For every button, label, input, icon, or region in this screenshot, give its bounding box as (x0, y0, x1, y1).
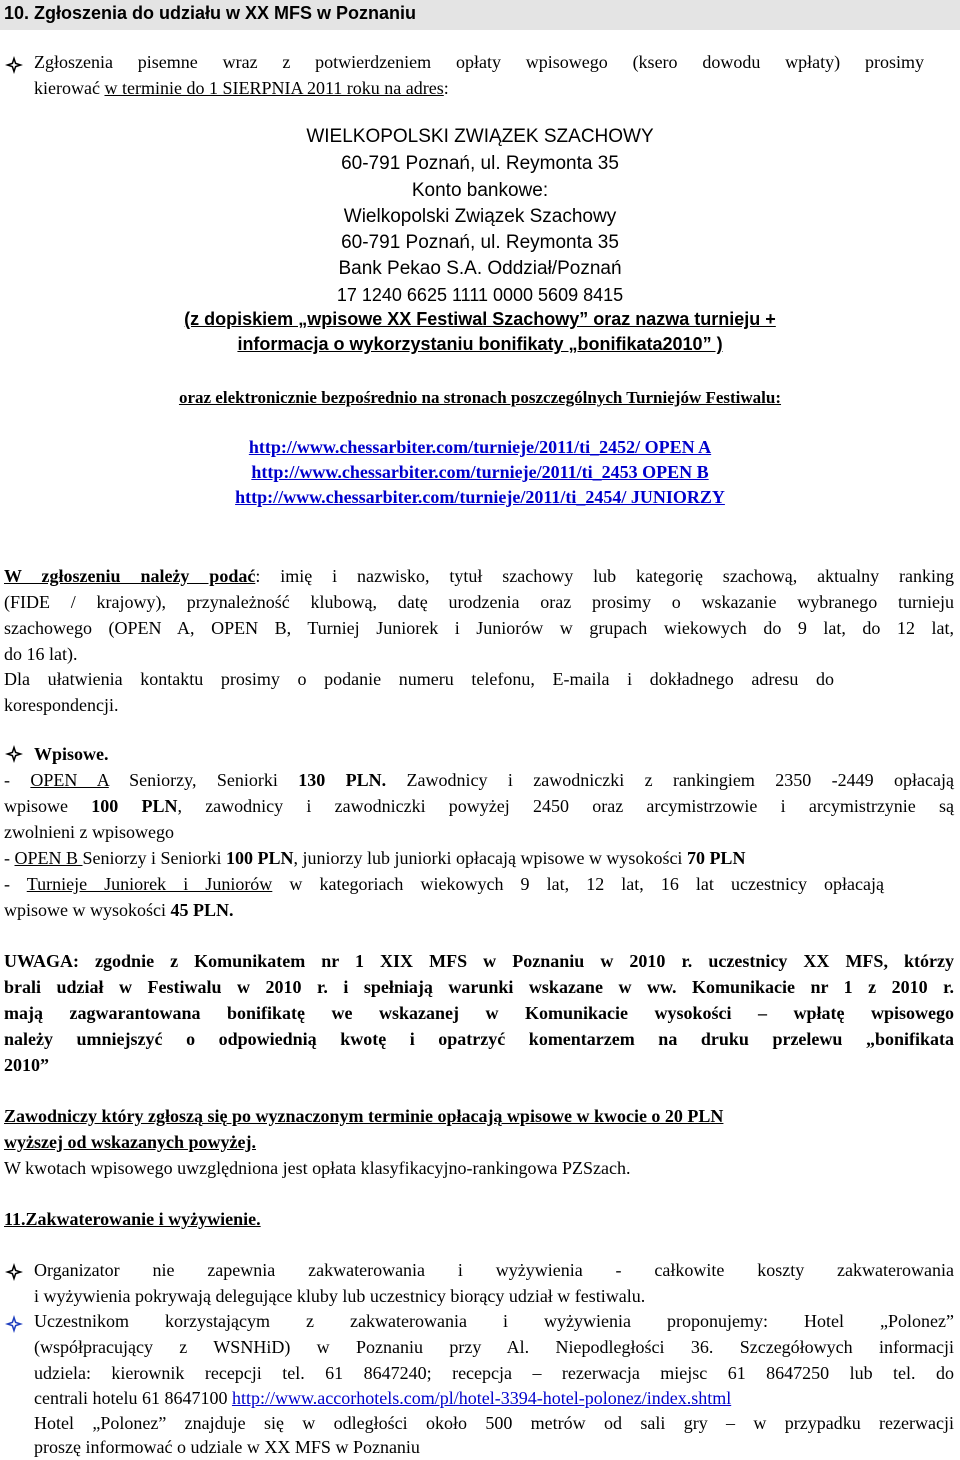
link-open-a[interactable]: http://www.chessarbiter.com/turnieje/2011/ti_2452/ OPEN A (248, 437, 712, 457)
accommodation-p2-line-6: proszę informować o udziale w XX MFS w Poznaniu (34, 1437, 420, 1457)
diamond-star-bullet-icon (4, 55, 24, 75)
intro-deadline: w terminie do 1 SIERPNIA 2011 roku na adres (104, 78, 444, 98)
diamond-star-bullet-icon (4, 1314, 24, 1334)
section-10-heading: 10. Zgłoszenia do udziału w XX MFS w Poznaniu (0, 0, 960, 30)
fee-text: wpisowe w wysokości (4, 900, 171, 920)
required-info-line-3: szachowego (OPEN A, OPEN B, Turniej Juniorek i Juniorów w grupach wiekowych do 9 lat, do 12 lat, (4, 618, 954, 638)
intro-colon: : (443, 78, 449, 98)
address-line-4: Wielkopolski Związek Szachowy (343, 206, 617, 227)
entry-fee-title: Wpisowe. (34, 744, 109, 764)
diamond-star-bullet-icon (4, 1262, 24, 1282)
fee-open-a-line-2 (4, 793, 954, 819)
open-b-label: OPEN B (14, 848, 83, 868)
fee-amount: 100 PLN (226, 848, 294, 868)
juniors-label: Turnieje Juniorek i Juniorów (26, 874, 273, 894)
fee-included-note: W kwotach wpisowego uwzględniona jest opłata klasyfikacyjno-rankingowa PZSzach. (4, 1158, 631, 1178)
dash: - (4, 848, 15, 868)
fee-amount: 45 PLN. (170, 900, 234, 920)
address-line-2: 60-791 Poznań, ul. Reymonta 35 (341, 153, 619, 174)
notice-line-3: mają zagwarantowana bonifikatę we wskazanej w Komunikacie wysokości – wpłatę wpisowego (4, 1003, 954, 1023)
fee-amount: 130 PLN. (298, 770, 387, 790)
accommodation-p2-line-5: Hotel „Polonez” znajduje się w odległości około 500 metrów od sali gry – w przypadku rezerwacji (34, 1413, 954, 1433)
fee-text: Seniorzy i Seniorki (82, 848, 226, 868)
intro-text-end: prosimy (865, 52, 925, 72)
transfer-note-line-2: informacja o wykorzystaniu bonifikaty „bonifikata2010” ) (237, 334, 723, 354)
notice-line-2: brali udział w Festiwalu w 2010 r. i spełniają warunki wskazane w ww. Komunikacie nr 1 z 2010 r. (4, 977, 954, 997)
address-line-5: 60-791 Poznań, ul. Reymonta 35 (341, 232, 619, 253)
fee-text: , juniorzy lub juniorki opłacają wpisowe w wysokości (293, 848, 687, 868)
fee-text: wpisowe (4, 796, 92, 816)
notice-line-5: 2010” (4, 1055, 49, 1075)
dash: - (4, 770, 31, 790)
late-fee-line-1: Zawodniczy który zgłoszą się po wyznaczonym terminie opłacają wpisowe w kwocie o 20 PLN (4, 1106, 724, 1126)
fee-text: Zawodnicy i zawodniczki z rankingiem 2350 -2449 opłacają (386, 770, 955, 790)
required-info-line-2: (FIDE / krajowy), przynależność klubową, datę urodzenia oraz prosimy o wskazanie wybranego turnieju (4, 592, 954, 612)
intro-line-1 (34, 49, 924, 75)
fee-text: Seniorzy, Seniorki (108, 770, 299, 790)
accommodation-p1-line-1: Organizator nie zapewnia zakwaterowania i wyżywienia - całkowite koszty zakwaterowania (34, 1260, 954, 1280)
notice-line-1: UWAGA: zgodnie z Komunikatem nr 1 XIX MFS w Poznaniu w 2010 r. uczestnicy XX MFS, którzy (4, 951, 954, 971)
notice-line-4: należy umniejszyć o odpowiednią kwotę i opatrzyć komentarzem na druku przelewu „bonifikata (4, 1029, 954, 1049)
accommodation-p2-line-2: (współpracujący z WSNHiD) w Poznaniu przy Al. Niepodległości 36. Szczegółowych informacji (34, 1337, 954, 1357)
diamond-star-bullet-icon (4, 744, 24, 764)
link-juniorzy[interactable]: http://www.chessarbiter.com/turnieje/2011/ti_2454/ JUNIORZY (235, 487, 725, 507)
accommodation-p1-line-2: i wyżywienia pokrywają delegujące kluby lub uczestnicy biorący udział w festiwalu. (34, 1286, 646, 1306)
fee-open-b-line (4, 845, 745, 871)
hotel-phone-text: centrali hotelu 61 8647100 (34, 1388, 232, 1408)
intro-line-2 (34, 75, 449, 101)
transfer-note-line-1: (z dopiskiem „wpisowe XX Festiwal Szachowy” oraz nazwa turnieju + (184, 309, 776, 329)
address-line-6: Bank Pekao S.A. Oddział/Poznań (338, 258, 622, 279)
section-11-heading: 11.Zakwaterowanie i wyżywienie. (4, 1209, 261, 1229)
contact-line-2: korespondencji. (4, 695, 119, 715)
fee-text: w kategoriach wiekowych 9 lat, 12 lat, 16 lat uczestnicy opłacają (272, 874, 884, 894)
fee-open-a-line-1 (4, 767, 954, 793)
contact-line-1: Dla ułatwienia kontaktu prosimy o podanie numeru telefonu, E-maila i dokładnego adresu do (4, 669, 834, 689)
open-a-label: OPEN A (30, 770, 109, 790)
fee-open-a-line-3: zwolnieni z wpisowego (4, 822, 174, 842)
accommodation-p2-line-3: udziela: kierownik recepcji tel. 61 8647240; recepcja – rezerwacja miejsc 61 8647250 lub tel. do (34, 1363, 954, 1383)
bank-account-number: 17 1240 6625 1111 0000 5609 8415 (336, 285, 624, 305)
late-fee-line-2: wyższej od wskazanych powyżej. (4, 1132, 256, 1152)
intro-kierowac: kierować (34, 78, 105, 98)
dash: - (4, 874, 27, 894)
required-info-line-1 (4, 563, 954, 589)
fee-amount: 70 PLN (686, 848, 746, 868)
required-info-lead: W zgłoszeniu należy podać (4, 566, 256, 586)
required-info-rest: : imię i nazwisko, tytuł szachowy lub kategorię szachową, aktualny ranking (255, 566, 955, 586)
hotel-website-link[interactable]: http://www.accorhotels.com/pl/hotel-3394-hotel-polonez/index.shtml (231, 1388, 732, 1408)
intro-text: Zgłoszenia pisemne wraz z potwierdzeniem opłaty wpisowego (ksero dowodu wpłaty) (34, 52, 841, 72)
link-open-b[interactable]: http://www.chessarbiter.com/turnieje/2011/ti_2453 OPEN B (251, 462, 709, 482)
address-line-1: WIELKOPOLSKI ZWIĄZEK SZACHOWY (306, 126, 654, 147)
electronic-registration-text: oraz elektronicznie bezpośrednio na stronach poszczególnych Turniejów Festiwalu: (178, 388, 782, 407)
fee-text: , zawodnicy i zawodniczki powyżej 2450 oraz arcymistrzowie i arcymistrzynie są (177, 796, 955, 816)
address-line-3: Konto bankowe: (411, 180, 549, 201)
fee-juniors-line-2 (4, 897, 234, 923)
fee-amount: 100 PLN (91, 796, 178, 816)
fee-juniors-line-1 (4, 871, 884, 897)
accommodation-p2-line-1: Uczestnikom korzystającym z zakwaterowania i wyżywienia proponujemy: Hotel „Polonez” (34, 1311, 954, 1331)
accommodation-p2-line-4 (34, 1385, 731, 1411)
required-info-line-4: do 16 lat). (4, 644, 78, 664)
